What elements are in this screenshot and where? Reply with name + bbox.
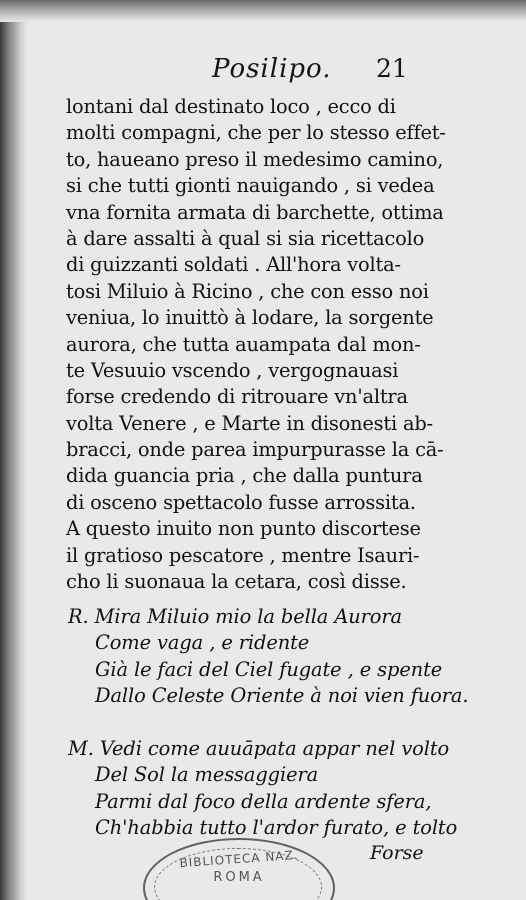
- prose-block: [66, 94, 466, 595]
- text-line: forse credendo di ritrouare vn'altra: [66, 385, 408, 409]
- verse-stanza-1: [68, 604, 468, 710]
- text-line: cho li suonaua la cetara, così disse.: [66, 570, 407, 594]
- page-number: 21: [376, 54, 408, 83]
- text-line: il gratioso pescatore , mentre Isauri-: [66, 543, 420, 567]
- text-line: veniua, lo inuittò à lodare, la sorgente: [66, 306, 434, 330]
- library-stamp: [143, 838, 335, 900]
- text-line: à dare assalti à qual si sia ricettacolo: [66, 226, 425, 250]
- verse-line: Ch'habbia tutto l'ardor furato, e tolto: [95, 816, 458, 840]
- verse-line: Parmi dal foco della ardente sfera,: [95, 789, 432, 813]
- verse-stanza-2: [68, 736, 468, 842]
- text-line: si che tutti gionti nauigando , si vedea: [66, 174, 435, 198]
- text-line: te Vesuuio vscendo , vergognauasi: [66, 358, 399, 382]
- text-line: dida guancia pria , che dalla puntura: [66, 464, 423, 488]
- verse-line: R. Mira Miluio mio la bella Aurora: [68, 605, 402, 628]
- verse-line: Come vaga , e ridente: [95, 631, 310, 655]
- text-line: tosi Miluio à Ricino , che con esso noi: [66, 279, 429, 303]
- running-head: Posilipo.: [212, 54, 332, 84]
- text-line: A questo inuito non punto discortese: [66, 517, 421, 541]
- stamp-text: BIBLIOTECA NAZ.: [179, 847, 299, 871]
- text-line: molti compagni, che per lo stesso effet-: [66, 121, 446, 145]
- text-line: vna fornita armata di barchette, ottima: [66, 200, 444, 224]
- stamp-text: ROMA: [213, 870, 265, 885]
- verse-line: Dallo Celeste Oriente à noi vien fuora.: [95, 684, 469, 708]
- text-line: bracci, onde parea impurpurasse la cā-: [66, 438, 444, 462]
- catchword: Forse: [370, 842, 424, 864]
- text-line: di osceno spettacolo fusse arrossita.: [66, 490, 416, 514]
- verse-line: Del Sol la messaggiera: [95, 763, 319, 787]
- page-header: [180, 54, 430, 88]
- text-line: volta Venere , e Marte in disonesti ab-: [66, 411, 433, 435]
- text-line: di guizzanti soldati . All'hora volta-: [66, 253, 401, 277]
- text-line: aurora, che tutta auampata dal mon-: [66, 332, 421, 356]
- text-line: to, haueano preso il medesimo camino,: [66, 147, 444, 171]
- verse-line: Già le faci del Ciel fugate , e spente: [95, 657, 443, 681]
- verse-line: M. Vedi come auuāpata appar nel volto: [68, 737, 450, 760]
- text-line: lontani dal destinato loco , ecco di: [66, 95, 396, 118]
